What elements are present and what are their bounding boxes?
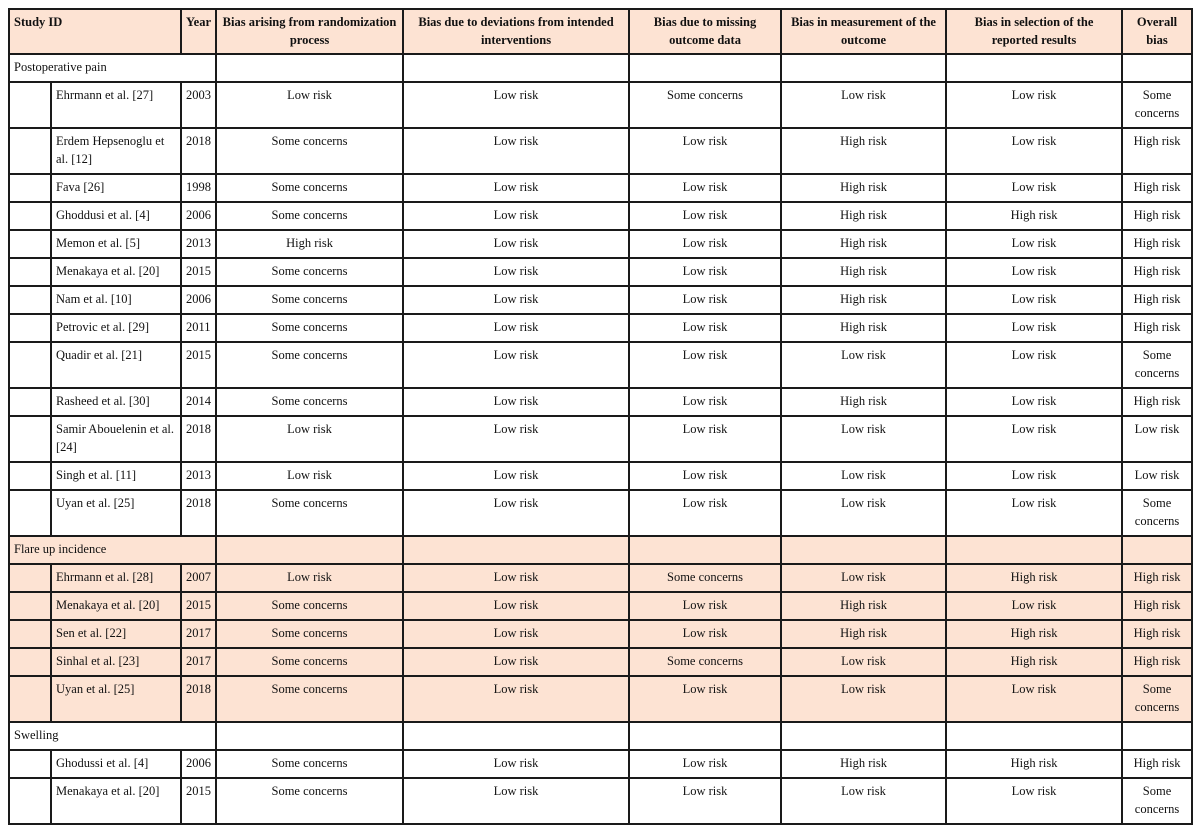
deviations-cell: Low risk xyxy=(403,648,629,676)
study-cell: Erdem Hepsenoglu et al. [12] xyxy=(51,128,181,174)
year-cell: 1998 xyxy=(181,174,216,202)
missing-data-cell: Low risk xyxy=(629,490,781,536)
empty-cell xyxy=(946,54,1122,82)
randomization-cell: Some concerns xyxy=(216,174,403,202)
randomization-cell: Low risk xyxy=(216,82,403,128)
table-row xyxy=(9,314,1192,342)
group-row xyxy=(9,54,1192,82)
header-missing-data: Bias due to missing outcome data xyxy=(629,9,781,54)
overall-cell: High risk xyxy=(1122,202,1192,230)
table-row xyxy=(9,128,1192,174)
year-cell: 2011 xyxy=(181,314,216,342)
missing-data-cell: Low risk xyxy=(629,388,781,416)
measurement-cell: High risk xyxy=(781,286,946,314)
study-cell: Menakaya et al. [20] xyxy=(51,778,181,824)
study-cell: Petrovic et al. [29] xyxy=(51,314,181,342)
selection-cell: Low risk xyxy=(946,342,1122,388)
empty-cell xyxy=(403,722,629,750)
table-row xyxy=(9,778,1192,824)
selection-cell: Low risk xyxy=(946,82,1122,128)
missing-data-cell: Low risk xyxy=(629,592,781,620)
selection-cell: Low risk xyxy=(946,314,1122,342)
overall-cell: High risk xyxy=(1122,564,1192,592)
deviations-cell: Low risk xyxy=(403,128,629,174)
measurement-cell: Low risk xyxy=(781,462,946,490)
year-cell: 2006 xyxy=(181,286,216,314)
deviations-cell: Low risk xyxy=(403,778,629,824)
randomization-cell: Some concerns xyxy=(216,676,403,722)
table-row xyxy=(9,592,1192,620)
table-row xyxy=(9,286,1192,314)
study-cell: Singh et al. [11] xyxy=(51,462,181,490)
empty-cell xyxy=(216,54,403,82)
overall-cell: High risk xyxy=(1122,648,1192,676)
study-cell: Sinhal et al. [23] xyxy=(51,648,181,676)
year-cell: 2018 xyxy=(181,676,216,722)
overall-cell: Low risk xyxy=(1122,416,1192,462)
missing-data-cell: Low risk xyxy=(629,462,781,490)
year-cell: 2006 xyxy=(181,750,216,778)
year-cell: 2003 xyxy=(181,82,216,128)
empty-cell xyxy=(629,722,781,750)
selection-cell: Low risk xyxy=(946,388,1122,416)
deviations-cell: Low risk xyxy=(403,564,629,592)
overall-cell: High risk xyxy=(1122,592,1192,620)
overall-cell: Some concerns xyxy=(1122,676,1192,722)
selection-cell: Low risk xyxy=(946,258,1122,286)
deviations-cell: Low risk xyxy=(403,258,629,286)
missing-data-cell: Low risk xyxy=(629,174,781,202)
selection-cell: High risk xyxy=(946,620,1122,648)
empty-cell xyxy=(403,54,629,82)
study-cell: Fava [26] xyxy=(51,174,181,202)
indent-cell xyxy=(9,202,51,230)
indent-cell xyxy=(9,286,51,314)
empty-cell xyxy=(629,54,781,82)
header-overall: Overall bias xyxy=(1122,9,1192,54)
missing-data-cell: Low risk xyxy=(629,314,781,342)
deviations-cell: Low risk xyxy=(403,592,629,620)
indent-cell xyxy=(9,750,51,778)
missing-data-cell: Low risk xyxy=(629,230,781,258)
missing-data-cell: Some concerns xyxy=(629,564,781,592)
empty-cell xyxy=(216,536,403,564)
deviations-cell: Low risk xyxy=(403,202,629,230)
measurement-cell: High risk xyxy=(781,202,946,230)
overall-cell: High risk xyxy=(1122,314,1192,342)
study-cell: Menakaya et al. [20] xyxy=(51,258,181,286)
table-row xyxy=(9,676,1192,722)
measurement-cell: High risk xyxy=(781,750,946,778)
indent-cell xyxy=(9,648,51,676)
missing-data-cell: Low risk xyxy=(629,416,781,462)
deviations-cell: Low risk xyxy=(403,174,629,202)
indent-cell xyxy=(9,258,51,286)
study-cell: Memon et al. [5] xyxy=(51,230,181,258)
year-cell: 2013 xyxy=(181,230,216,258)
randomization-cell: Some concerns xyxy=(216,648,403,676)
selection-cell: High risk xyxy=(946,750,1122,778)
table-row xyxy=(9,258,1192,286)
missing-data-cell: Some concerns xyxy=(629,648,781,676)
deviations-cell: Low risk xyxy=(403,342,629,388)
randomization-cell: Low risk xyxy=(216,564,403,592)
deviations-cell: Low risk xyxy=(403,314,629,342)
overall-cell: High risk xyxy=(1122,388,1192,416)
measurement-cell: Low risk xyxy=(781,490,946,536)
group-row xyxy=(9,536,1192,564)
empty-cell xyxy=(403,536,629,564)
empty-cell xyxy=(1122,722,1192,750)
missing-data-cell: Low risk xyxy=(629,128,781,174)
empty-cell xyxy=(946,536,1122,564)
randomization-cell: Some concerns xyxy=(216,128,403,174)
overall-cell: Some concerns xyxy=(1122,82,1192,128)
deviations-cell: Low risk xyxy=(403,82,629,128)
measurement-cell: Low risk xyxy=(781,564,946,592)
study-cell: Ehrmann et al. [27] xyxy=(51,82,181,128)
year-cell: 2015 xyxy=(181,342,216,388)
measurement-cell: High risk xyxy=(781,620,946,648)
study-cell: Samir Abouelenin et al. [24] xyxy=(51,416,181,462)
overall-cell: High risk xyxy=(1122,258,1192,286)
overall-cell: Some concerns xyxy=(1122,490,1192,536)
header-randomization: Bias arising from randomization process xyxy=(216,9,403,54)
study-cell: Rasheed et al. [30] xyxy=(51,388,181,416)
study-cell: Ghoddusi et al. [4] xyxy=(51,202,181,230)
year-cell: 2014 xyxy=(181,388,216,416)
selection-cell: Low risk xyxy=(946,490,1122,536)
missing-data-cell: Low risk xyxy=(629,620,781,648)
year-cell: 2018 xyxy=(181,490,216,536)
study-cell: Quadir et al. [21] xyxy=(51,342,181,388)
year-cell: 2015 xyxy=(181,778,216,824)
empty-cell xyxy=(946,722,1122,750)
overall-cell: High risk xyxy=(1122,286,1192,314)
randomization-cell: Some concerns xyxy=(216,314,403,342)
empty-cell xyxy=(781,722,946,750)
selection-cell: Low risk xyxy=(946,676,1122,722)
table-row xyxy=(9,174,1192,202)
missing-data-cell: Low risk xyxy=(629,342,781,388)
empty-cell xyxy=(1122,536,1192,564)
randomization-cell: Some concerns xyxy=(216,592,403,620)
deviations-cell: Low risk xyxy=(403,388,629,416)
randomization-cell: Some concerns xyxy=(216,202,403,230)
header-study-id: Study ID xyxy=(9,9,181,54)
empty-cell xyxy=(216,722,403,750)
group-title: Flare up incidence xyxy=(9,536,216,564)
measurement-cell: Low risk xyxy=(781,342,946,388)
year-cell: 2015 xyxy=(181,592,216,620)
deviations-cell: Low risk xyxy=(403,676,629,722)
header-measurement: Bias in measurement of the outcome xyxy=(781,9,946,54)
table-row xyxy=(9,388,1192,416)
deviations-cell: Low risk xyxy=(403,286,629,314)
study-cell: Sen et al. [22] xyxy=(51,620,181,648)
randomization-cell: High risk xyxy=(216,230,403,258)
header-deviations: Bias due to deviations from intended interventions xyxy=(403,9,629,54)
randomization-cell: Some concerns xyxy=(216,342,403,388)
study-cell: Ghodussi et al. [4] xyxy=(51,750,181,778)
indent-cell xyxy=(9,82,51,128)
table-row xyxy=(9,202,1192,230)
study-cell: Menakaya et al. [20] xyxy=(51,592,181,620)
indent-cell xyxy=(9,620,51,648)
deviations-cell: Low risk xyxy=(403,230,629,258)
table-body xyxy=(9,54,1192,824)
indent-cell xyxy=(9,342,51,388)
indent-cell xyxy=(9,314,51,342)
measurement-cell: High risk xyxy=(781,314,946,342)
selection-cell: Low risk xyxy=(946,128,1122,174)
measurement-cell: High risk xyxy=(781,388,946,416)
missing-data-cell: Low risk xyxy=(629,778,781,824)
header-year: Year xyxy=(181,9,216,54)
indent-cell xyxy=(9,388,51,416)
study-cell: Nam et al. [10] xyxy=(51,286,181,314)
indent-cell xyxy=(9,174,51,202)
selection-cell: High risk xyxy=(946,564,1122,592)
table-row xyxy=(9,564,1192,592)
year-cell: 2017 xyxy=(181,620,216,648)
missing-data-cell: Low risk xyxy=(629,286,781,314)
table-row xyxy=(9,342,1192,388)
empty-cell xyxy=(781,536,946,564)
indent-cell xyxy=(9,230,51,258)
year-cell: 2017 xyxy=(181,648,216,676)
selection-cell: Low risk xyxy=(946,286,1122,314)
randomization-cell: Low risk xyxy=(216,462,403,490)
group-row xyxy=(9,722,1192,750)
overall-cell: High risk xyxy=(1122,174,1192,202)
indent-cell xyxy=(9,778,51,824)
empty-cell xyxy=(781,54,946,82)
table-row xyxy=(9,490,1192,536)
empty-cell xyxy=(1122,54,1192,82)
year-cell: 2018 xyxy=(181,128,216,174)
randomization-cell: Some concerns xyxy=(216,778,403,824)
measurement-cell: Low risk xyxy=(781,648,946,676)
deviations-cell: Low risk xyxy=(403,620,629,648)
indent-cell xyxy=(9,564,51,592)
missing-data-cell: Low risk xyxy=(629,676,781,722)
selection-cell: Low risk xyxy=(946,778,1122,824)
table-row xyxy=(9,230,1192,258)
overall-cell: Low risk xyxy=(1122,462,1192,490)
overall-cell: High risk xyxy=(1122,620,1192,648)
randomization-cell: Some concerns xyxy=(216,750,403,778)
indent-cell xyxy=(9,462,51,490)
year-cell: 2006 xyxy=(181,202,216,230)
risk-of-bias-table xyxy=(8,8,1193,825)
missing-data-cell: Low risk xyxy=(629,750,781,778)
deviations-cell: Low risk xyxy=(403,462,629,490)
indent-cell xyxy=(9,676,51,722)
table-row xyxy=(9,620,1192,648)
randomization-cell: Some concerns xyxy=(216,620,403,648)
missing-data-cell: Low risk xyxy=(629,258,781,286)
overall-cell: High risk xyxy=(1122,750,1192,778)
indent-cell xyxy=(9,592,51,620)
measurement-cell: Low risk xyxy=(781,778,946,824)
selection-cell: Low risk xyxy=(946,462,1122,490)
study-cell: Ehrmann et al. [28] xyxy=(51,564,181,592)
missing-data-cell: Low risk xyxy=(629,202,781,230)
table-row xyxy=(9,750,1192,778)
deviations-cell: Low risk xyxy=(403,750,629,778)
measurement-cell: High risk xyxy=(781,128,946,174)
group-title: Postoperative pain xyxy=(9,54,216,82)
empty-cell xyxy=(629,536,781,564)
measurement-cell: High risk xyxy=(781,174,946,202)
selection-cell: Low risk xyxy=(946,416,1122,462)
selection-cell: Low risk xyxy=(946,174,1122,202)
study-cell: Uyan et al. [25] xyxy=(51,490,181,536)
table-row xyxy=(9,462,1192,490)
table-row xyxy=(9,648,1192,676)
randomization-cell: Some concerns xyxy=(216,258,403,286)
measurement-cell: Low risk xyxy=(781,676,946,722)
deviations-cell: Low risk xyxy=(403,416,629,462)
measurement-cell: Low risk xyxy=(781,416,946,462)
year-cell: 2013 xyxy=(181,462,216,490)
year-cell: 2018 xyxy=(181,416,216,462)
measurement-cell: High risk xyxy=(781,258,946,286)
indent-cell xyxy=(9,128,51,174)
randomization-cell: Low risk xyxy=(216,416,403,462)
header-selection: Bias in selection of the reported results xyxy=(946,9,1122,54)
selection-cell: High risk xyxy=(946,202,1122,230)
overall-cell: High risk xyxy=(1122,230,1192,258)
overall-cell: Some concerns xyxy=(1122,342,1192,388)
group-title: Swelling xyxy=(9,722,216,750)
measurement-cell: High risk xyxy=(781,592,946,620)
overall-cell: High risk xyxy=(1122,128,1192,174)
year-cell: 2007 xyxy=(181,564,216,592)
deviations-cell: Low risk xyxy=(403,490,629,536)
measurement-cell: Low risk xyxy=(781,82,946,128)
study-cell: Uyan et al. [25] xyxy=(51,676,181,722)
randomization-cell: Some concerns xyxy=(216,490,403,536)
measurement-cell: High risk xyxy=(781,230,946,258)
selection-cell: Low risk xyxy=(946,230,1122,258)
table-row xyxy=(9,416,1192,462)
indent-cell xyxy=(9,490,51,536)
selection-cell: High risk xyxy=(946,648,1122,676)
missing-data-cell: Some concerns xyxy=(629,82,781,128)
indent-cell xyxy=(9,416,51,462)
table-header xyxy=(9,9,1192,54)
year-cell: 2015 xyxy=(181,258,216,286)
randomization-cell: Some concerns xyxy=(216,286,403,314)
overall-cell: Some concerns xyxy=(1122,778,1192,824)
randomization-cell: Some concerns xyxy=(216,388,403,416)
table-row xyxy=(9,82,1192,128)
selection-cell: Low risk xyxy=(946,592,1122,620)
